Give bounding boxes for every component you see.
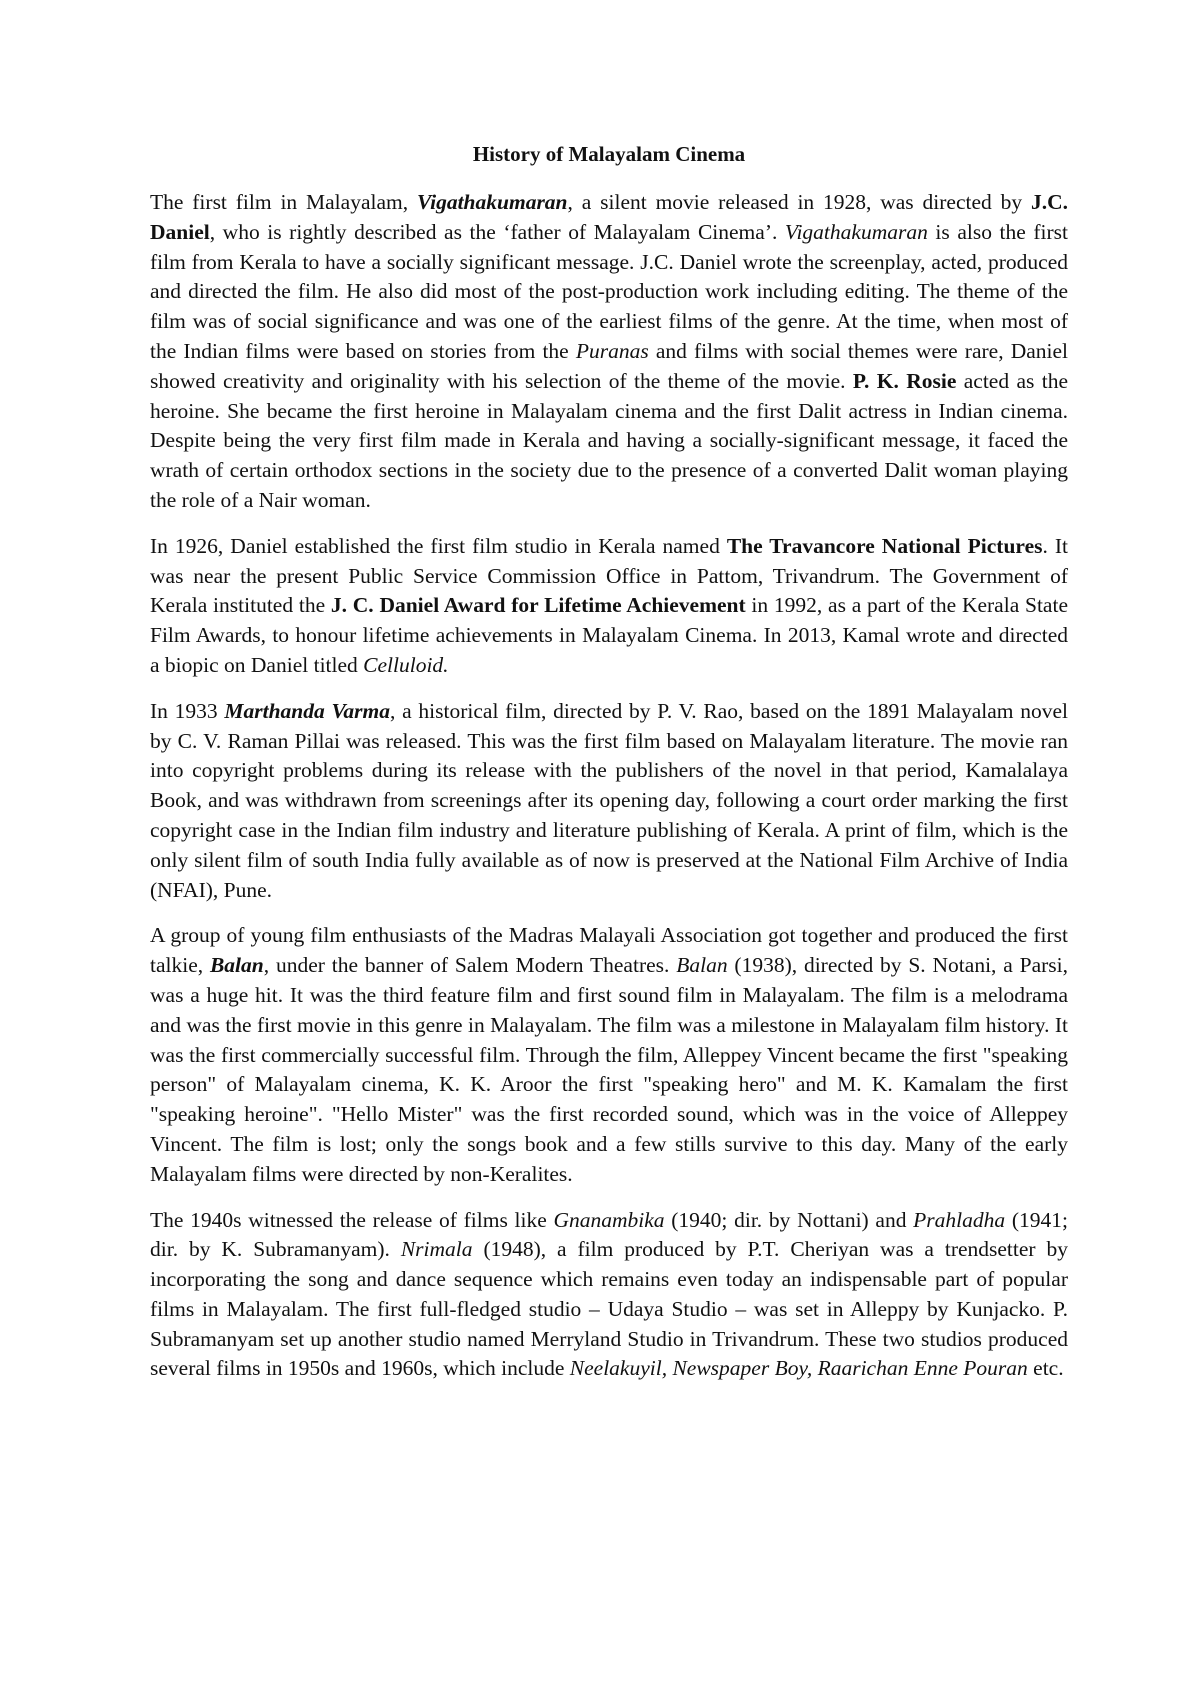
text-run: The Travancore National Pictures — [726, 533, 1043, 558]
text-run: Nrimala — [400, 1237, 473, 1262]
text-run: , under the banner of Salem Modern Theatres. — [263, 953, 677, 978]
text-run: , a historical film, directed by P. V. Rao, based on the 1891 Malayalam novel by C. V. Raman Pillai was released. This was the first film based on Malayalam literature. The movie ran into copyright problems during its release with the publishers of the novel in that period, Kamalalaya Book, and was withdrawn from screenings after its opening day, following a court order marking the first copyright case in the Indian film industry and literature publishing of Kerala. A print of film, which is the only silent film of south India fully available as of now is preserved at the National Film Archive of India (NFAI), Pune. — [150, 698, 1068, 902]
text-run: J. C. Daniel Award for Lifetime Achievement — [330, 593, 746, 618]
paragraph-1 — [150, 188, 1068, 516]
text-run: Vigathakumaran — [416, 190, 568, 214]
text-run: (1938), directed by S. Notani, a Parsi, was a huge hit. It was the third feature film and first sound film in Malayalam. The film is a melodrama and was the first movie in this genre in Malayalam. The film was a milestone in Malayalam film history. It was the first commercially successful film. Through the film, Alleppey Vincent became the first "speaking person" of Malayalam cinema, K. K. Aroor the first "speaking hero" and M. K. Kamalam the first "speaking heroine". "Hello Mister" was the first recorded sound, which was in the voice of Alleppey Vincent. The film is lost; only the songs book and a few stills survive to this day. Many of the early Malayalam films were directed by non-Keralites. — [150, 953, 1068, 1186]
text-run: in 1992, as a part of the Kerala State Film Awards, to honour lifetime achievements in Malayalam Cinema. In 2013, Kamal wrote and directed a biopic on Daniel titled — [150, 593, 1068, 677]
text-run: J.C. Daniel — [150, 190, 1068, 244]
text-run: Neelakuyil, Newspaper Boy, Raarichan Enne Pouran — [569, 1356, 1028, 1381]
text-run: . It was near the present Public Service Commission Office in Pattom, Trivandrum. The Government of Kerala instituted the — [150, 533, 1069, 618]
text-run: and films with social themes were rare, Daniel showed creativity and originality with his selection of the theme of the movie. — [150, 338, 1069, 393]
paragraph-4 — [150, 921, 1068, 1189]
document-body — [150, 188, 1068, 1384]
text-run: The first film in Malayalam, — [150, 190, 417, 214]
text-run: P. K. Rosie — [852, 368, 957, 393]
text-run: Balan — [676, 953, 728, 978]
text-run: In 1933 — [150, 698, 225, 723]
text-run: Balan — [209, 953, 264, 978]
text-run: In 1926, Daniel established the first film studio in Kerala named — [150, 533, 727, 558]
paragraph-2 — [150, 532, 1068, 681]
text-run: (1948), a film produced by P.T. Cheriyan was a trendsetter by incorporating the song and dance sequence which remains even today an indispensable part of popular films in Malayalam. The first full-fledged studio – Udaya Studio – was set in Alleppy by Kunjacko. P. Subramanyam set up another studio named Merryland Studio in Trivandrum. These two studios produced several films in 1950s and 1960s, which include — [150, 1237, 1068, 1381]
text-run: Vigathakumaran — [784, 219, 928, 244]
paragraph-5 — [150, 1206, 1068, 1385]
text-run: , who is rightly described as the ‘father of Malayalam Cinema’. — [209, 219, 785, 244]
paragraph-3 — [150, 697, 1068, 906]
text-run: is also the first film from Kerala to have a socially significant message. J.C. Daniel wrote the screenplay, acted, produced and directed the film. He also did most of the post-production work including editing. The theme of the film was of social significance and was one of the earliest films of the genre. At the time, when most of the Indian films were based on stories from the — [150, 219, 1068, 363]
text-run: etc. — [1027, 1356, 1064, 1381]
text-run: acted as the heroine. She became the first heroine in Malayalam cinema and the first Dalit actress in Indian cinema. Despite being the very first film made in Kerala and having a socially-significant message, it faced the wrath of certain orthodox sections in the society due to the presence of a converted Dalit woman playing the role of a Nair woman. — [150, 368, 1068, 512]
page-title: History of Malayalam Cinema — [472, 142, 746, 166]
text-run: (1940; dir. by Nottani) and — [664, 1207, 914, 1232]
text-run: A group of young film enthusiasts of the Madras Malayali Association got together and produced the first talkie, — [150, 923, 1068, 978]
text-run: , a silent movie released in 1928, was directed by — [567, 190, 1031, 214]
text-run: Marthanda Varma — [224, 698, 391, 723]
text-run: The 1940s witnessed the release of films like — [150, 1207, 554, 1232]
text-run: (1941; dir. by K. Subramanyam). — [150, 1207, 1068, 1262]
text-run: Prahladha — [913, 1207, 1006, 1232]
text-run: Gnanambika — [553, 1207, 665, 1232]
text-run: Celluloid. — [363, 652, 449, 677]
text-run: Puranas — [575, 338, 649, 363]
